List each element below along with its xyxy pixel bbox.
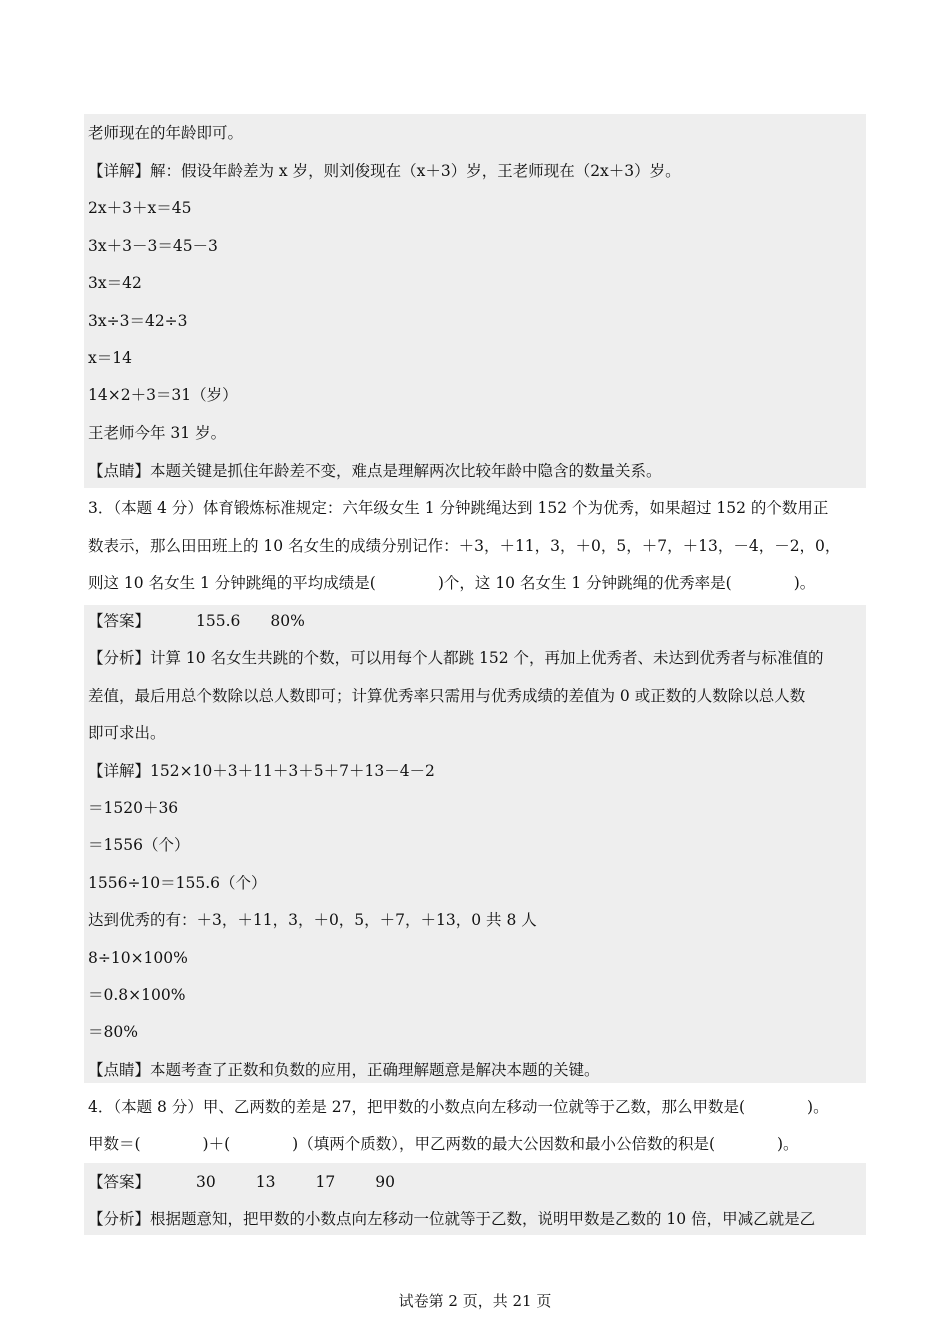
text-line: 2x＋3＋x＝45 [88,199,192,217]
page-footer: 试卷第 2 页，共 21 页 [398,1292,552,1310]
answer-value: 17 [315,1173,336,1191]
text-line: 8÷10×100% [88,949,188,967]
question-3-text: 3．（本题 4 分）体育锻炼标准规定：六年级女生 1 分钟跳绳达到 152 个为优秀，如果超过 152 的个数用正 [88,499,829,517]
text-line: 【点睛】本题关键是抓住年龄差不变，难点是理解两次比较年龄中隐含的数量关系。 [88,462,662,480]
text-line: ＝0.8×100% [88,986,186,1004]
question-4-text: 4．（本题 8 分）甲、乙两数的差是 27，把甲数的小数点向左移动一位就等于乙数，那么甲数是( )。 [88,1098,829,1116]
text-line: 达到优秀的有：＋3，＋11，3，＋0，5，＋7，＋13，0 共 8 人 [88,911,537,929]
answer-label: 【答案】 [88,1173,151,1191]
text-line: ＝1520＋36 [88,799,179,817]
text-line: 14×2＋3＝31（岁） [88,386,238,404]
answer-label: 【答案】 [88,612,151,630]
question-4-text: 甲数＝( )＋( )（填两个质数），甲乙两数的最大公因数和最小公倍数的积是( )。 [88,1135,799,1153]
answer-value: 90 [375,1173,395,1191]
text-line: 【分析】计算 10 名女生共跳的个数，可以用每个人都跳 152 个，再加上优秀者、未达到优秀者与标准值的 [88,649,824,667]
text-line: 【详解】152×10＋3＋11＋3＋5＋7＋13－4－2 [88,762,435,780]
question-3-text: 则这 10 名女生 1 分钟跳绳的平均成绩是( )个，这 10 名女生 1 分钟跳绳的优秀率是( )。 [88,574,816,592]
answer-value: 30 [196,1173,216,1191]
text-line: ＝1556（个） [88,836,190,854]
answer-row [88,611,305,631]
text-line: 3x÷3＝42÷3 [88,312,188,330]
text-line: 【详解】解：假设年龄差为 x 岁，则刘俊现在（x＋3）岁，王老师现在（2x＋3）岁。 [88,162,681,180]
text-line: 王老师今年 31 岁。 [88,424,227,442]
text-line: ＝80% [88,1023,138,1041]
text-line: 3x＝42 [88,274,142,292]
text-line: 【点睛】本题考查了正数和负数的应用，正确理解题意是解决本题的关键。 [88,1061,600,1079]
solution-block-2 [84,605,866,1083]
text-line: x＝14 [88,349,132,367]
text-line: 差值，最后用总个数除以总人数即可；计算优秀率只需用与优秀成绩的差值为 0 或正数的人数除以总人数 [88,687,806,705]
text-line: 即可求出。 [88,724,166,742]
answer-value: 155.6 [196,612,241,630]
answer-value: 80% [270,612,305,630]
question-3-text: 数表示，那么田田班上的 10 名女生的成绩分别记作：＋3，＋11，3，＋0，5，＋7，＋13，－4，－2，0， [88,537,841,555]
answer-row [88,1172,395,1192]
text-line: 1556÷10＝155.6（个） [88,874,267,892]
answer-value: 13 [255,1173,276,1191]
text-line: 3x＋3－3＝45－3 [88,237,218,255]
text-line: 【分析】根据题意知，把甲数的小数点向左移动一位就等于乙数，说明甲数是乙数的 10 倍，甲减乙就是乙 [88,1210,816,1228]
text-line: 老师现在的年龄即可。 [88,124,244,142]
